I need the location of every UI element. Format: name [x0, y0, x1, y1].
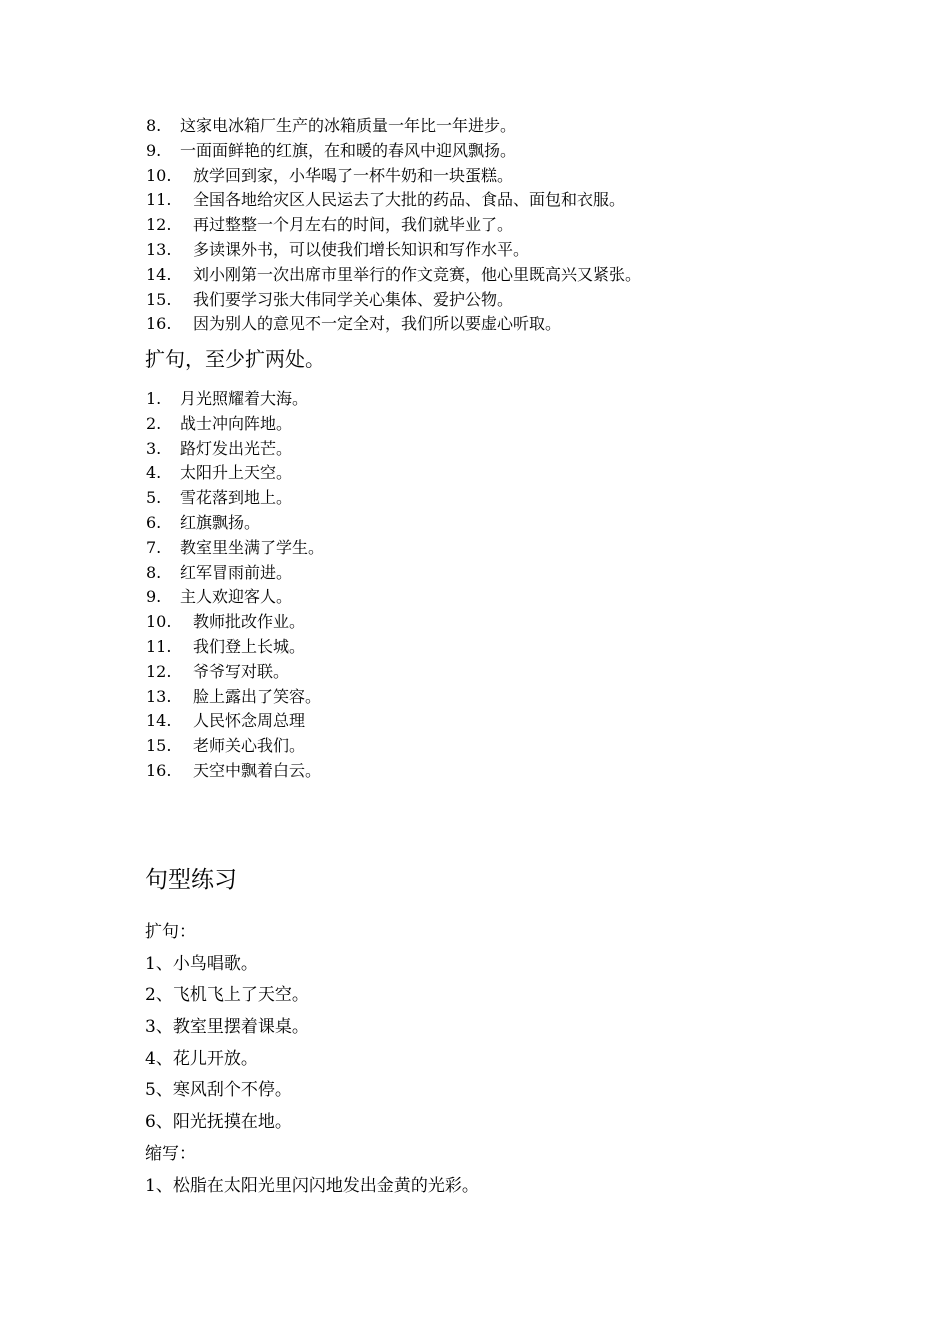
list-item — [146, 188, 641, 213]
item-text: 教师批改作业。 — [193, 612, 306, 632]
list-item — [146, 709, 324, 734]
item-text: 全国各地给灾区人民运去了大批的药品、食品、面包和衣服。 — [193, 190, 626, 210]
item-text: 脸上露出了笑容。 — [193, 686, 322, 706]
list-item: 3、教室里摆着课桌。 — [145, 1017, 309, 1038]
list-item — [146, 461, 324, 486]
item-number: 12. — [146, 215, 172, 235]
list-item: 6、阳光抚摸在地。 — [145, 1112, 292, 1133]
list-item — [146, 288, 641, 313]
item-number: 15. — [146, 736, 172, 756]
sentence-correction-list — [146, 114, 641, 337]
item-text: 这家电冰箱厂生产的冰箱质量一年比一年进步。 — [180, 116, 517, 135]
item-number: 16. — [146, 314, 172, 334]
item-text: 主人欢迎客人。 — [180, 587, 293, 607]
item-number: 9. — [146, 140, 162, 160]
subheading-condense: 缩写： — [145, 1143, 196, 1164]
item-text: 教室里坐满了学生。 — [180, 537, 325, 557]
item-number: 15. — [146, 289, 172, 309]
list-item: 1、松脂在太阳光里闪闪地发出金黄的光彩。 — [145, 1175, 479, 1196]
list-item — [146, 685, 324, 710]
list-item — [146, 139, 641, 164]
item-text: 放学回到家，小华喝了一杯牛奶和一块蛋糕。 — [193, 165, 514, 185]
item-text: 天空中飘着白云。 — [193, 760, 322, 780]
list-item — [146, 759, 324, 784]
item-number: 13. — [146, 239, 172, 259]
subheading-expand: 扩句： — [145, 922, 196, 942]
section-heading-sentence-practice: 句型练习 — [145, 867, 237, 893]
item-text: 多读课外书，可以使我们增长知识和写作水平。 — [193, 239, 530, 259]
sentence-practice-section — [145, 917, 479, 1202]
item-number: 14. — [146, 264, 172, 284]
item-number: 12. — [146, 661, 172, 681]
list-item — [146, 635, 324, 660]
item-text: 人民怀念周总理 — [193, 711, 306, 731]
item-text: 我们登上长城。 — [193, 636, 306, 656]
list-item — [146, 164, 641, 189]
item-text: 太阳升上天空。 — [180, 463, 293, 483]
list-item — [146, 412, 324, 437]
list-item — [146, 312, 641, 337]
list-item — [146, 486, 324, 511]
list-item — [146, 536, 324, 561]
list-item — [146, 238, 641, 263]
list-item — [146, 610, 324, 635]
section-heading-expand: 扩句，至少扩两处。 — [145, 347, 325, 371]
item-number: 9. — [146, 587, 162, 607]
item-text: 路灯发出光芒。 — [180, 438, 293, 458]
list-item: 5、寒风刮个不停。 — [145, 1080, 292, 1101]
item-number: 1. — [146, 389, 162, 408]
item-text: 战士冲向阵地。 — [180, 413, 293, 433]
item-number: 14. — [146, 711, 172, 731]
item-text: 一面面鲜艳的红旗，在和暖的春风中迎风飘扬。 — [180, 140, 517, 160]
item-number: 3. — [146, 438, 162, 458]
item-number: 13. — [146, 686, 172, 706]
item-text: 刘小刚第一次出席市里举行的作文竞赛，他心里既高兴又紧张。 — [193, 264, 642, 284]
item-number: 2. — [146, 413, 162, 433]
item-text: 红旗飘扬。 — [180, 512, 261, 532]
item-number: 4. — [146, 463, 162, 483]
list-item — [146, 114, 641, 139]
item-text: 我们要学习张大伟同学关心集体、爱护公物。 — [193, 289, 514, 309]
item-number: 8. — [146, 116, 162, 135]
item-number: 7. — [146, 537, 162, 557]
list-item — [146, 263, 641, 288]
item-text: 红军冒雨前进。 — [180, 562, 293, 582]
item-text: 老师关心我们。 — [193, 736, 306, 756]
list-item: 2、飞机飞上了天空。 — [145, 985, 309, 1006]
item-number: 10. — [146, 612, 172, 632]
item-text: 再过整整一个月左右的时间，我们就毕业了。 — [193, 215, 514, 235]
list-item — [146, 213, 641, 238]
list-item — [146, 387, 324, 412]
item-number: 6. — [146, 512, 162, 532]
item-text: 爷爷写对联。 — [193, 661, 290, 681]
item-number: 10. — [146, 165, 172, 185]
list-item: 4、花儿开放。 — [145, 1048, 258, 1069]
item-number: 5. — [146, 488, 162, 508]
list-item — [146, 734, 324, 759]
list-item — [146, 561, 324, 586]
item-number: 8. — [146, 562, 162, 582]
item-number: 16. — [146, 760, 172, 780]
list-item — [146, 437, 324, 462]
item-number: 11. — [146, 190, 172, 210]
item-text: 因为别人的意见不一定全对，我们所以要虚心听取。 — [193, 314, 562, 334]
list-item: 1、小鸟唱歌。 — [145, 953, 258, 974]
sentence-expansion-list — [146, 387, 324, 784]
list-item — [146, 660, 324, 685]
list-item — [146, 511, 324, 536]
item-text: 月光照耀着大海。 — [180, 389, 309, 408]
item-number: 11. — [146, 636, 172, 656]
item-text: 雪花落到地上。 — [180, 488, 293, 508]
list-item — [146, 585, 324, 610]
